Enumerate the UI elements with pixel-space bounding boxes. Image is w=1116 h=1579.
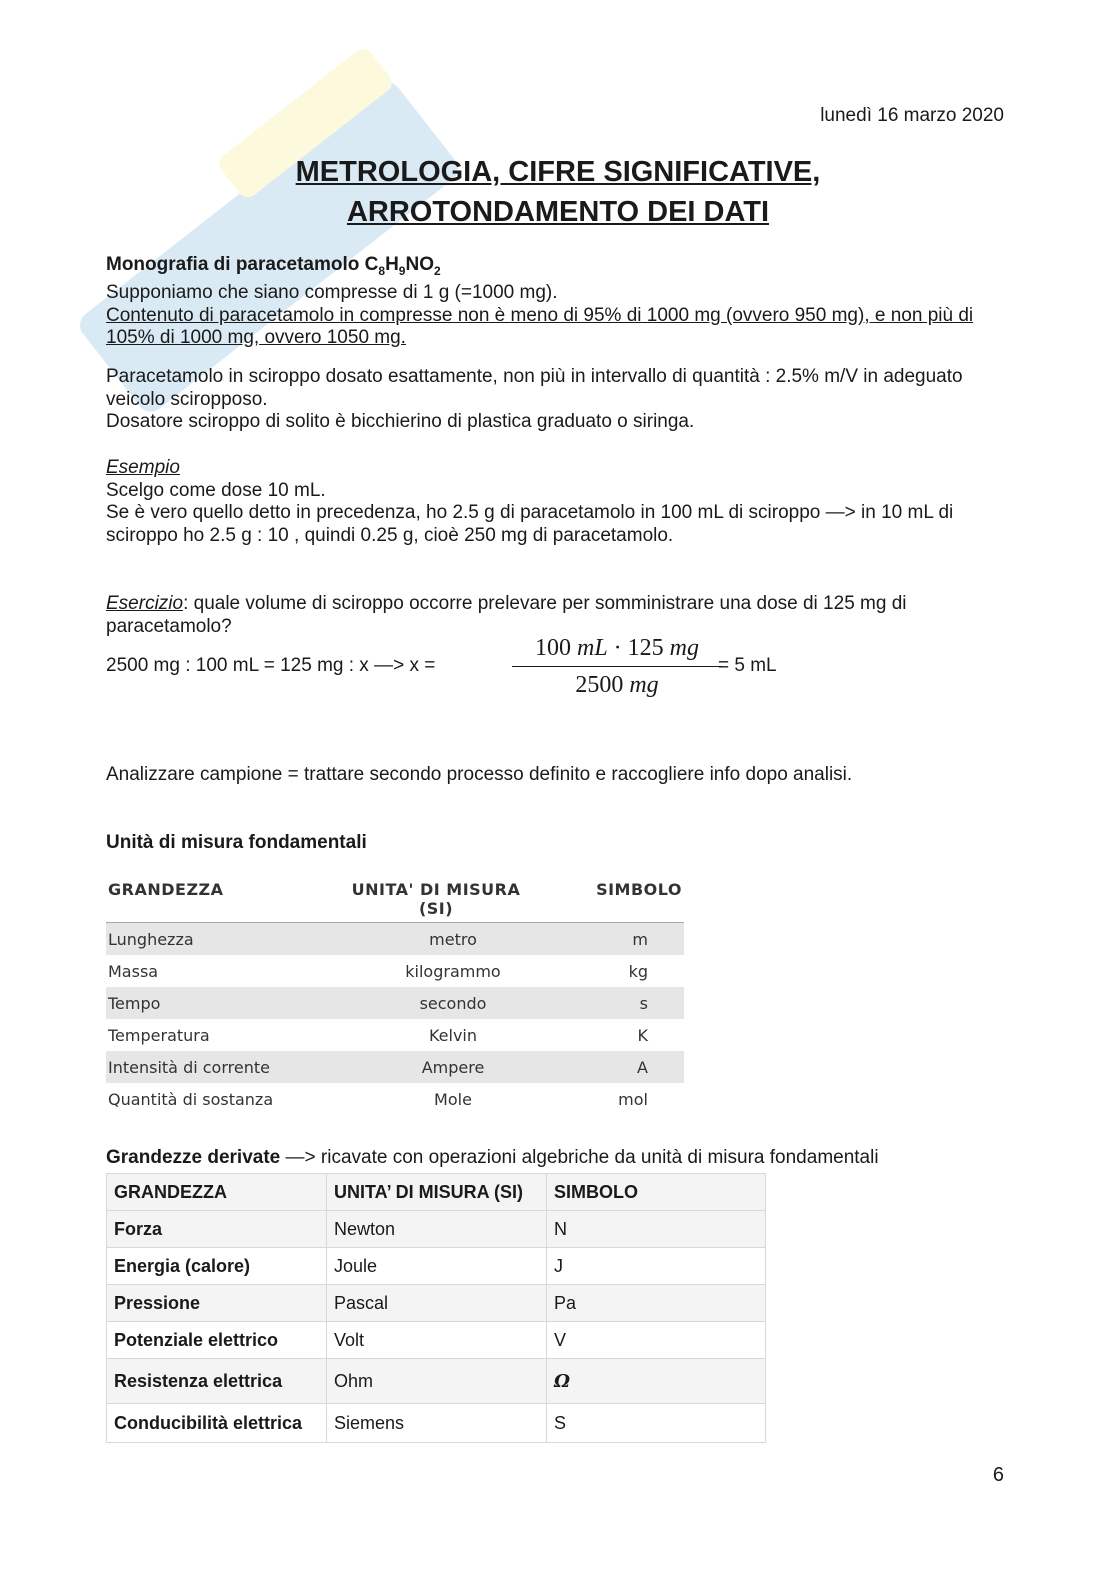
monografia-line-1: Supponiamo che siano compresse di 1 g (=1000 mg). — [106, 282, 558, 304]
esempio-label: Esempio — [106, 457, 180, 478]
derived-units-table — [106, 1173, 766, 1443]
t1-header-simbolo: SIMBOLO — [596, 880, 682, 899]
table-row: Energia (calore) Joule J — [107, 1248, 766, 1285]
title-line-1: METROLOGIA, CIFRE SIGNIFICATIVE, — [295, 156, 821, 188]
title-line-2: ARROTONDAMENTO DEI DATI — [346, 196, 770, 228]
table-row: Intensità di corrente Ampere A — [106, 1051, 684, 1083]
table-row: Potenziale elettrico Volt V — [107, 1322, 766, 1359]
page-title — [0, 152, 1116, 232]
sciroppo-line-1: Paracetamolo in sciroppo dosato esattamente, non più in intervallo di quantità : 2.5% m/V in adeguato veicolo sciropposo. — [106, 366, 963, 410]
analisi-line: Analizzare campione = trattare secondo processo definito e raccogliere info dopo analisi. — [106, 764, 853, 785]
derivate-heading-line — [106, 1147, 1006, 1170]
esercizio-question: : quale volume di sciroppo occorre prelevare per somministrare una dose di 125 mg di paracetamolo? — [106, 593, 907, 637]
fondamentali-heading: Unità di misura fondamentali — [106, 832, 367, 853]
esempio-line-2: Se è vero quello detto in precedenza, ho 2.5 g di paracetamolo in 100 mL di sciroppo —> in 10 mL di sciroppo ho 2.5 g : 10 , quindi 0.25 g, cioè 250 mg di paracetamolo. — [106, 502, 954, 546]
t1-header-unita: UNITA' DI MISURA (SI) — [351, 880, 521, 918]
monografia-line-2: Contenuto di paracetamolo in compresse non è meno di 95% di 1000 mg (ovvero 950 mg), e non più di 105% di 1000 mg, ovvero 1050 mg. — [106, 304, 974, 349]
fraction-denominator: 2500 mg — [575, 672, 659, 698]
table-row: Massa kilogrammo kg — [108, 961, 648, 981]
sciroppo-section — [106, 366, 1006, 434]
document-date: lunedì 16 marzo 2020 — [820, 105, 1004, 126]
table-row: Quantità di sostanza Mole mol — [108, 1089, 648, 1109]
table-row: Lunghezza metro m — [106, 923, 684, 956]
table-row: Pressione Pascal Pa — [107, 1285, 766, 1322]
table-row: Resistenza elettrica Ohm Ω — [107, 1359, 766, 1404]
table-row: Tempo secondo s — [106, 987, 684, 1019]
sciroppo-line-2: Dosatore sciroppo di solito è bicchierino di plastica graduato o siringa. — [106, 411, 695, 432]
formula-result: = 5 mL — [718, 655, 777, 676]
t2-header-simbolo: SIMBOLO — [547, 1174, 766, 1211]
derivate-description: —> ricavate con operazioni algebriche da unità di misura fondamentali — [280, 1147, 879, 1168]
table-row: Forza Newton N — [107, 1211, 766, 1248]
esempio-line-1: Scelgo come dose 10 mL. — [106, 479, 326, 501]
page-number: 6 — [992, 1464, 1004, 1486]
monografia-heading: Monografia di paracetamolo $C_8H_9NO_2$ — [106, 254, 441, 278]
esempio-section — [106, 457, 1006, 547]
esercizio-label: Esercizio — [106, 593, 184, 614]
monografia-section — [106, 254, 1006, 350]
fraction-bar — [512, 666, 722, 667]
t1-header-grandezza: GRANDEZZA — [108, 880, 224, 899]
fraction-numerator: 100 mL · 125 mg — [534, 635, 700, 661]
formula-fraction — [512, 632, 722, 701]
fundamental-units-table — [106, 878, 684, 1115]
table-row: Conducibilità elettrica Siemens S — [107, 1404, 766, 1443]
table-row: Temperatura Kelvin K — [108, 1025, 648, 1045]
formula-left: 2500 mg : 100 mL = 125 mg : x —> x = — [106, 655, 436, 676]
t2-header-unita: UNITA’ DI MISURA (SI) — [327, 1174, 547, 1211]
derivate-heading: Grandezze derivate — [106, 1147, 281, 1168]
table-header-row — [107, 1174, 766, 1211]
t2-header-grandezza: GRANDEZZA — [107, 1174, 327, 1211]
